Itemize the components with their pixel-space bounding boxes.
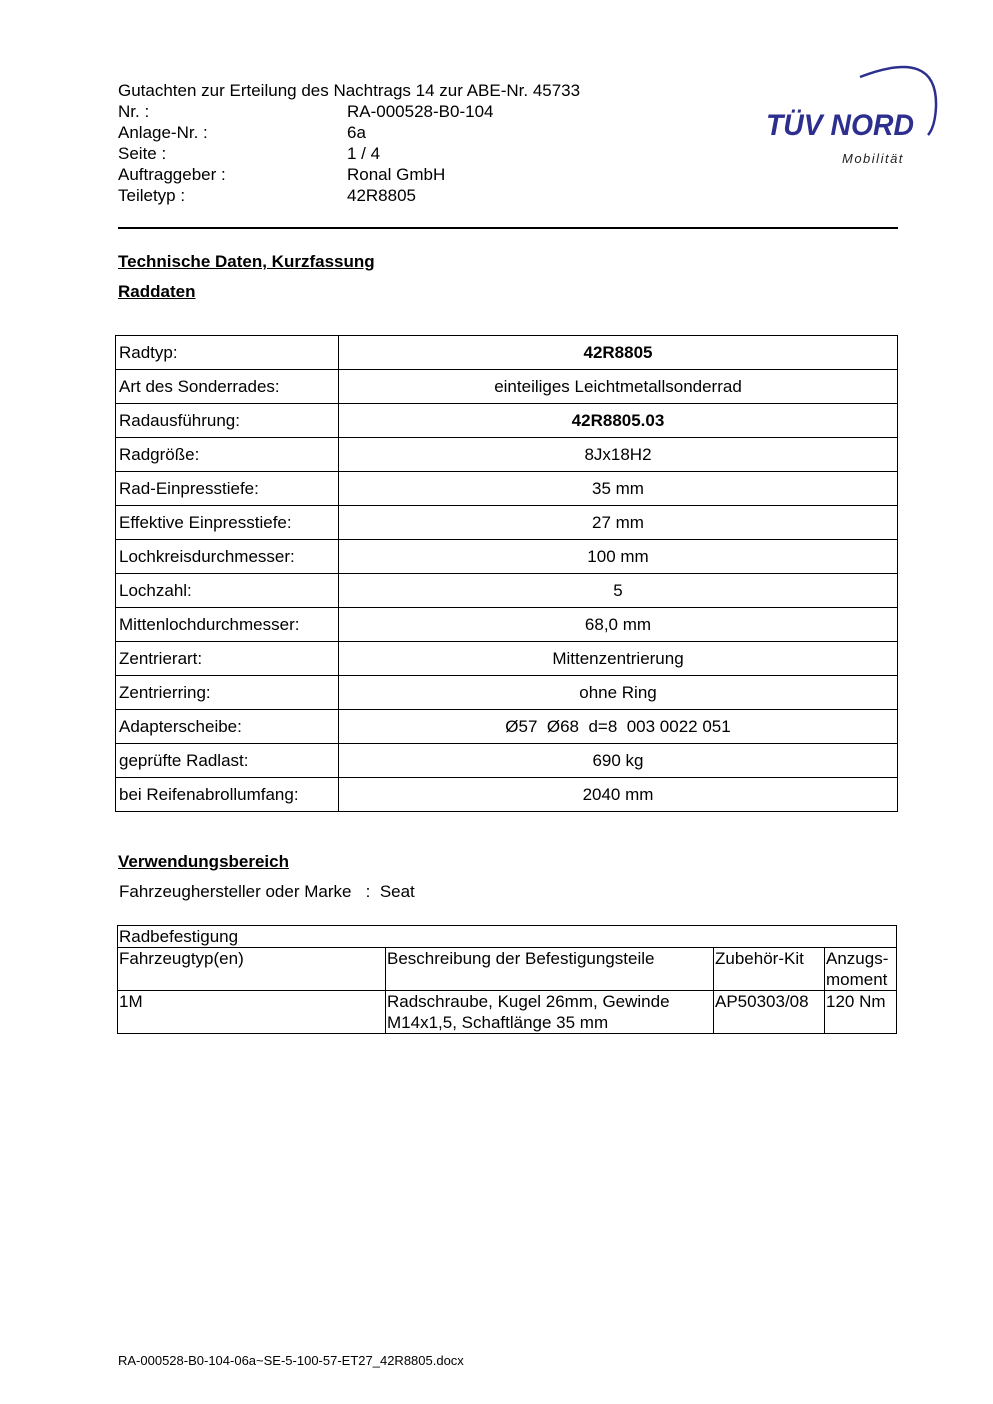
table-row <box>116 336 898 370</box>
header-label: Seite : <box>118 144 167 163</box>
table-row <box>116 676 898 710</box>
document-header <box>118 80 580 206</box>
row-label: Radgröße: <box>116 438 339 472</box>
header-value: 42R8805 <box>347 186 417 205</box>
header-row-auftraggeber <box>118 164 580 185</box>
logo-brand: TÜV NORD <box>766 109 914 142</box>
header-row-teiletyp <box>118 185 580 206</box>
table-row <box>116 642 898 676</box>
row-value: ohne Ring <box>339 676 898 710</box>
usage-value: Seat <box>379 882 415 901</box>
radbefestigung-table <box>117 925 897 1034</box>
table-row <box>116 438 898 472</box>
row-label: Art des Sonderrades: <box>116 370 339 404</box>
usage-separator: : <box>365 882 371 901</box>
section-heading-verwendung: Verwendungsbereich <box>118 852 289 871</box>
table-title-row <box>118 926 897 948</box>
header-value: 6a <box>347 123 366 142</box>
column-header: Anzugs- moment <box>825 948 897 991</box>
section-heading-tech: Technische Daten, Kurzfassung <box>118 252 375 271</box>
column-header: Beschreibung der Befestigungsteile <box>386 948 714 991</box>
logo-sub: Mobilität <box>842 151 904 166</box>
row-label: Mittenlochdurchmesser: <box>116 608 339 642</box>
table-row <box>116 404 898 438</box>
usage-line <box>119 882 415 902</box>
header-row-nr <box>118 101 580 122</box>
column-header: Fahrzeugtyp(en) <box>118 948 386 991</box>
row-value: 42R8805 <box>339 336 898 370</box>
row-label: Lochkreisdurchmesser: <box>116 540 339 574</box>
row-label: bei Reifenabrollumfang: <box>116 778 339 812</box>
tuv-nord-logo <box>760 55 940 175</box>
table-row <box>116 370 898 404</box>
row-value: 690 kg <box>339 744 898 778</box>
row-value: 2040 mm <box>339 778 898 812</box>
row-value: 35 mm <box>339 472 898 506</box>
row-label: Radtyp: <box>116 336 339 370</box>
table-title: Radbefestigung <box>118 926 897 948</box>
row-label: Rad-Einpresstiefe: <box>116 472 339 506</box>
row-value: 8Jx18H2 <box>339 438 898 472</box>
section-heading-raddaten: Raddaten <box>118 282 196 301</box>
column-header: Zubehör-Kit <box>714 948 825 991</box>
row-value: einteiliges Leichtmetallsonderrad <box>339 370 898 404</box>
table-row <box>116 506 898 540</box>
table-row <box>118 991 897 1034</box>
table-cell: AP50303/08 <box>714 991 825 1034</box>
table-row <box>116 608 898 642</box>
header-divider <box>118 227 898 229</box>
usage-label: Fahrzeughersteller oder Marke <box>119 882 352 901</box>
table-row <box>116 472 898 506</box>
footer-filename: RA-000528-B0-104-06a~SE-5-100-57-ET27_42R8805.docx <box>118 1353 464 1368</box>
header-value: RA-000528-B0-104 <box>347 102 494 121</box>
header-label: Teiletyp : <box>118 186 186 205</box>
header-row-anlage <box>118 122 580 143</box>
header-value: Ronal GmbH <box>347 165 446 184</box>
table-cell: Radschraube, Kugel 26mm, Gewinde M14x1,5, Schaftlänge 35 mm <box>386 991 714 1034</box>
row-value: 100 mm <box>339 540 898 574</box>
row-value: 68,0 mm <box>339 608 898 642</box>
row-value: 27 mm <box>339 506 898 540</box>
raddaten-table <box>115 335 898 812</box>
header-label: Nr. : <box>118 102 150 121</box>
table-row <box>116 540 898 574</box>
row-value: Mittenzentrierung <box>339 642 898 676</box>
row-label: geprüfte Radlast: <box>116 744 339 778</box>
row-label: Lochzahl: <box>116 574 339 608</box>
table-header-row <box>118 948 897 991</box>
table-row <box>116 710 898 744</box>
row-label: Zentrierring: <box>116 676 339 710</box>
header-value: 1 / 4 <box>347 144 381 163</box>
table-row <box>116 574 898 608</box>
header-label: Auftraggeber : <box>118 165 226 184</box>
report-title: Gutachten zur Erteilung des Nachtrags 14 zur ABE-Nr. 45733 <box>118 81 581 100</box>
row-label: Adapterscheibe: <box>116 710 339 744</box>
row-value: 5 <box>339 574 898 608</box>
table-row <box>116 778 898 812</box>
row-label: Radausführung: <box>116 404 339 438</box>
row-label: Effektive Einpresstiefe: <box>116 506 339 540</box>
row-label: Zentrierart: <box>116 642 339 676</box>
header-label: Anlage-Nr. : <box>118 123 208 142</box>
row-value: 42R8805.03 <box>339 404 898 438</box>
table-row <box>116 744 898 778</box>
row-value: Ø57 Ø68 d=8 003 0022 051 <box>339 710 898 744</box>
table-cell: 120 Nm <box>825 991 897 1034</box>
header-row-seite <box>118 143 580 164</box>
table-cell: 1M <box>118 991 386 1034</box>
